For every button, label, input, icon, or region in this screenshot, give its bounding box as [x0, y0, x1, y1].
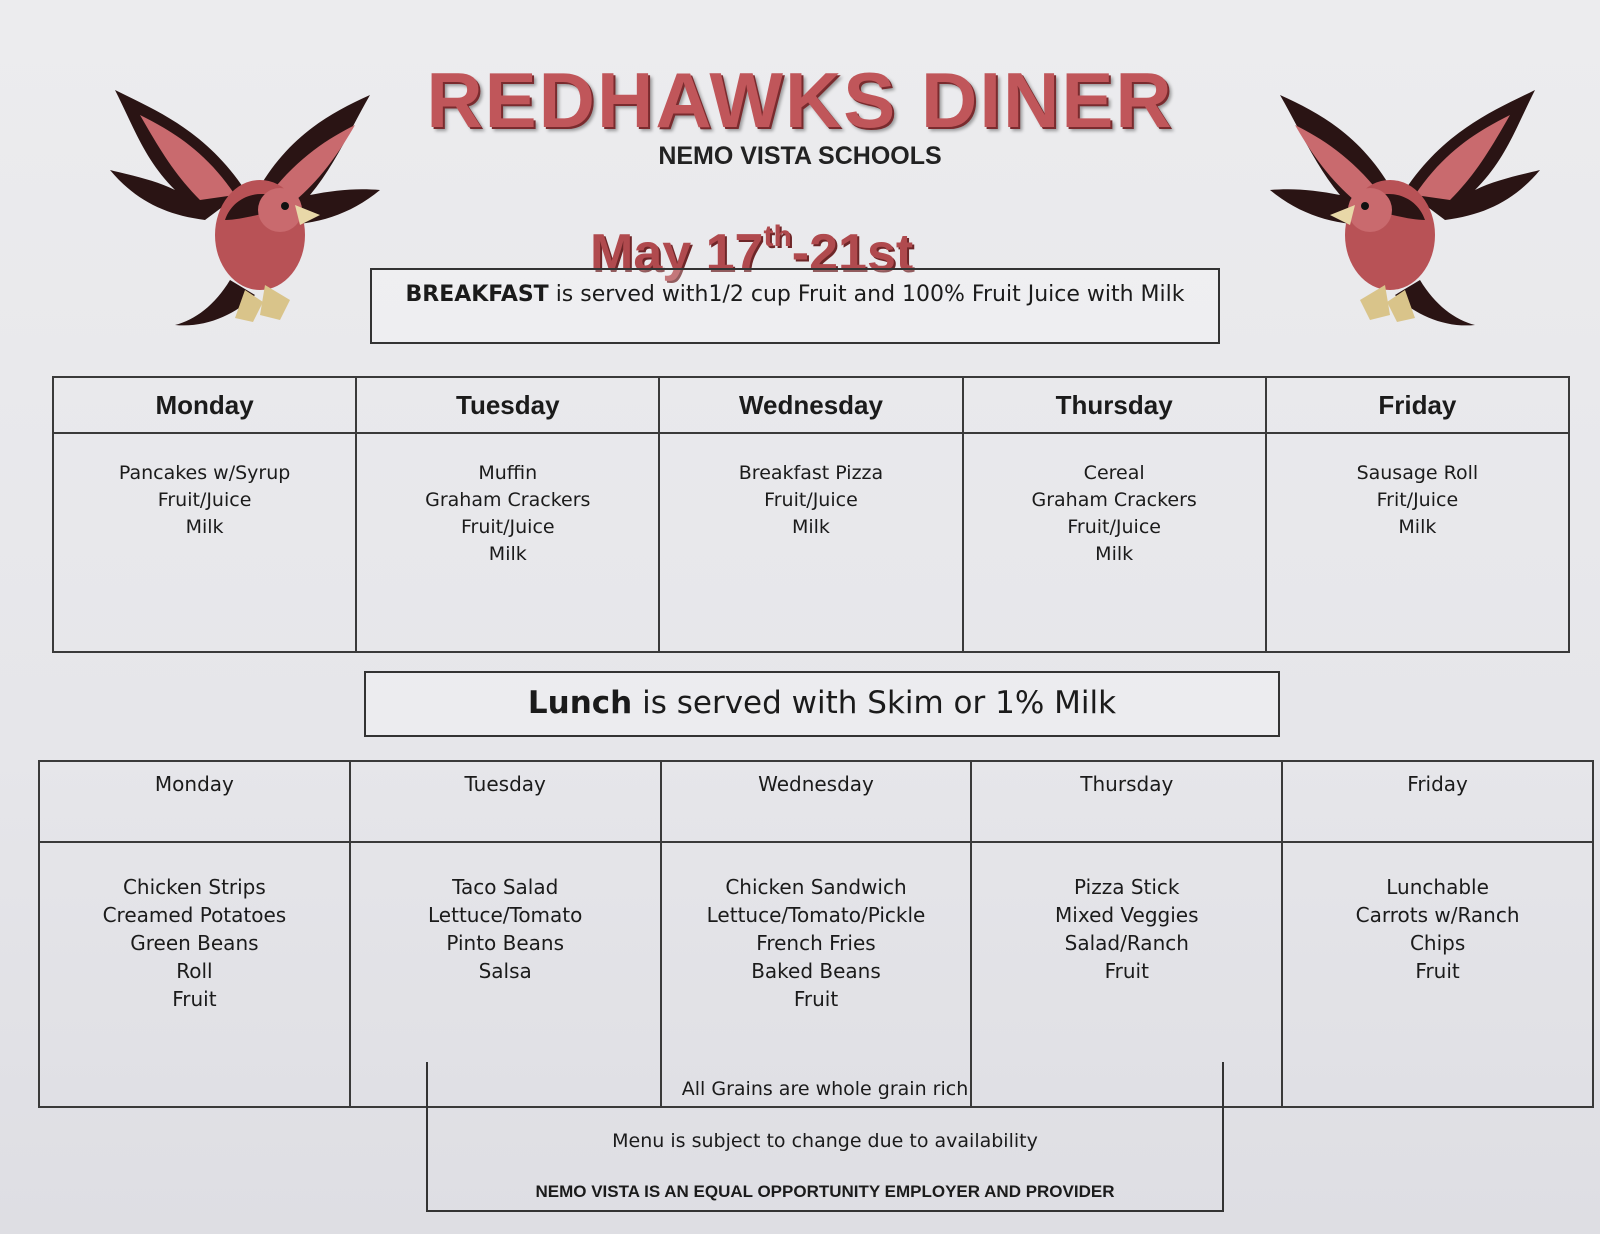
breakfast-header-row — [53, 377, 1569, 433]
menu-change-note: Menu is subject to change due to availability — [612, 1130, 1038, 1152]
breakfast-cell-thursday — [963, 433, 1266, 652]
breakfast-day-header: Monday — [53, 377, 356, 433]
menu-item: Lettuce/Tomato — [428, 903, 583, 927]
menu-item: Graham Crackers — [1031, 489, 1197, 511]
lunch-day-header: Thursday — [971, 761, 1282, 842]
menu-item: Fruit/Juice — [460, 516, 555, 538]
menu-item: Salad/Ranch — [1064, 931, 1189, 955]
lunch-banner — [364, 671, 1280, 737]
lunch-table — [38, 760, 1594, 1108]
menu-item: Lettuce/Tomato/Pickle — [706, 903, 926, 927]
menu-item: Creamed Potatoes — [102, 903, 287, 927]
menu-item: Salsa — [478, 959, 532, 983]
menu-item: Mixed Veggies — [1055, 903, 1199, 927]
whole-grain-note: All Grains are whole grain rich — [681, 1078, 969, 1100]
breakfast-table — [52, 376, 1570, 653]
page-title: REDHAWKS DINER — [426, 56, 1174, 144]
menu-item: Milk — [488, 543, 527, 565]
menu-item: Chicken Sandwich — [725, 875, 907, 899]
date-start: May 17 — [590, 224, 764, 282]
menu-item: Lunchable — [1386, 875, 1489, 899]
breakfast-banner-bold: BREAKFAST — [405, 282, 549, 307]
breakfast-day-header: Friday — [1266, 377, 1569, 433]
menu-item: Chips — [1409, 931, 1466, 955]
equal-opportunity-statement: NEMO VISTA IS AN EQUAL OPPORTUNITY EMPLOYER AND PROVIDER — [535, 1182, 1115, 1201]
lunch-header-row — [39, 761, 1593, 842]
menu-item: Fruit — [793, 987, 839, 1011]
breakfast-items-row — [53, 433, 1569, 652]
breakfast-cell-monday — [53, 433, 356, 652]
menu-item: Baked Beans — [751, 959, 881, 983]
menu-item: Breakfast Pizza — [738, 462, 884, 484]
breakfast-day-header: Thursday — [963, 377, 1266, 433]
school-name: NEMO VISTA SCHOOLS — [658, 142, 942, 170]
menu-item: Green Beans — [130, 931, 259, 955]
menu-item: Sausage Roll — [1356, 462, 1479, 484]
menu-item: Fruit/Juice — [1067, 516, 1161, 538]
menu-item: Pizza Stick — [1074, 875, 1180, 899]
breakfast-day-header: Wednesday — [659, 377, 962, 433]
breakfast-cell-friday — [1266, 433, 1569, 652]
date-end: -21st — [791, 224, 914, 282]
menu-item: Graham Crackers — [425, 489, 591, 511]
menu-item: Cereal — [1083, 462, 1145, 484]
footer-notes — [426, 1062, 1224, 1212]
menu-item: Fruit/Juice — [157, 489, 252, 511]
menu-item: Carrots w/Ranch — [1355, 903, 1520, 927]
lunch-day-header: Monday — [39, 761, 350, 842]
breakfast-banner-text: is served with1/2 cup Fruit and 100% Fruit Juice with Milk — [548, 282, 1185, 307]
breakfast-cell-tuesday — [356, 433, 659, 652]
menu-item: French Fries — [756, 931, 876, 955]
menu-item: Pancakes w/Syrup — [118, 462, 291, 484]
lunch-banner-text: is served with Skim or 1% Milk — [632, 685, 1117, 721]
menu-item: Frit/Juice — [1376, 489, 1459, 511]
menu-item: Pinto Beans — [446, 931, 565, 955]
breakfast-cell-wednesday — [659, 433, 962, 652]
lunch-day-header: Friday — [1282, 761, 1593, 842]
lunch-banner-bold: Lunch — [527, 685, 633, 721]
menu-item: Fruit — [1415, 959, 1460, 983]
menu-item: Milk — [185, 516, 224, 538]
menu-item: Fruit — [1104, 959, 1149, 983]
menu-item: Milk — [1398, 516, 1437, 538]
menu-item: Milk — [1095, 543, 1134, 565]
lunch-day-header: Wednesday — [661, 761, 972, 842]
lunch-cell-friday — [1282, 842, 1593, 1107]
lunch-day-header: Tuesday — [350, 761, 661, 842]
menu-item: Chicken Strips — [122, 875, 266, 899]
menu-item: Roll — [176, 959, 213, 983]
lunch-cell-monday — [39, 842, 350, 1107]
menu-item: Taco Salad — [452, 875, 559, 899]
menu-item: Muffin — [478, 462, 538, 484]
breakfast-banner — [370, 268, 1220, 344]
breakfast-day-header: Tuesday — [356, 377, 659, 433]
menu-item: Milk — [791, 516, 830, 538]
date-start-suffix: th — [763, 220, 792, 253]
menu-item: Fruit/Juice — [764, 489, 858, 511]
menu-item: Fruit — [172, 987, 217, 1011]
